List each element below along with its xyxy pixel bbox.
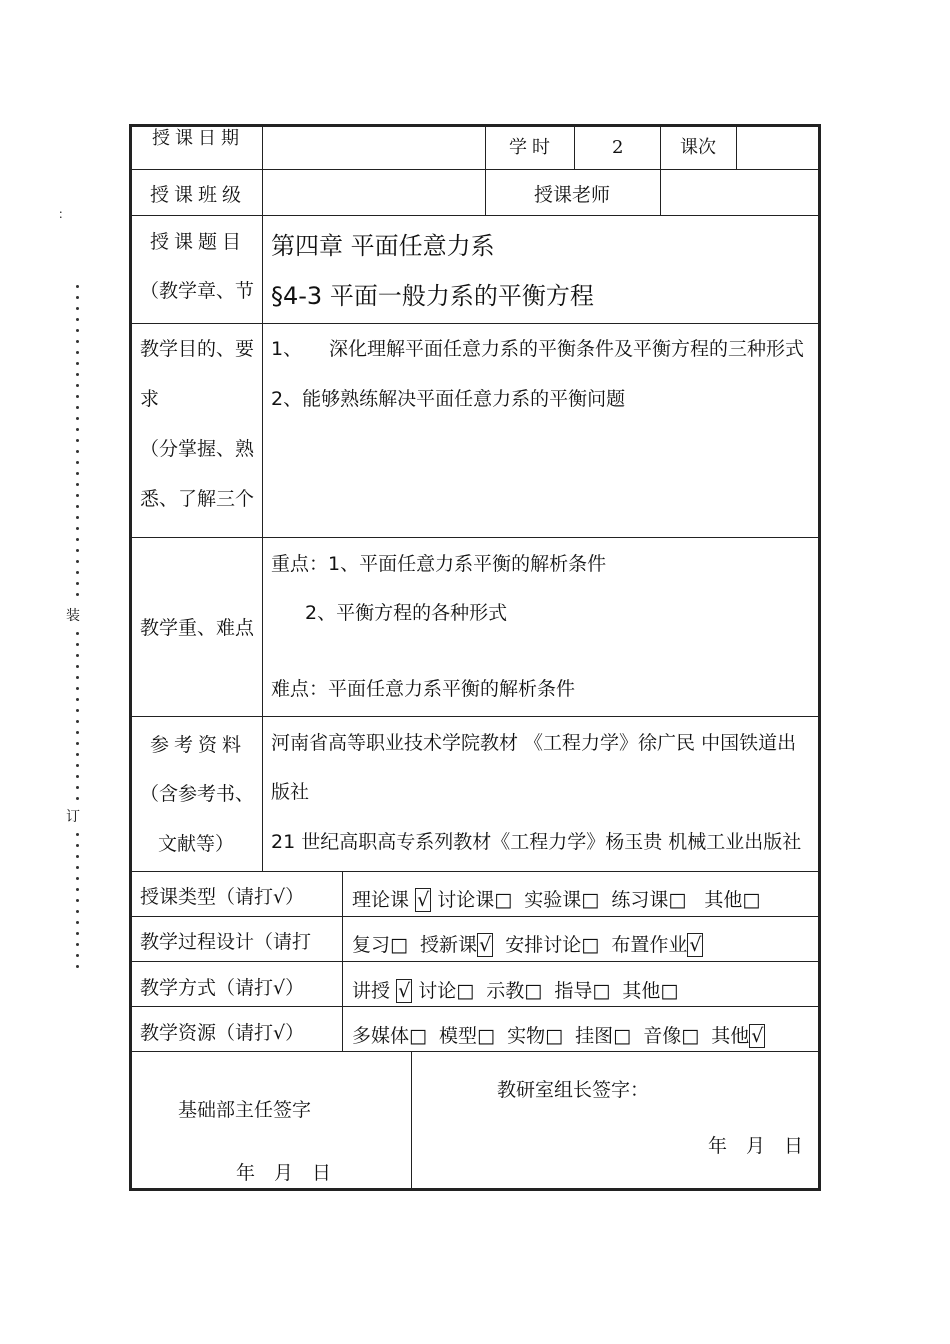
lesson-type-label: 授课类型（请打√） xyxy=(140,886,305,908)
references-label-line3: 文献等） xyxy=(158,833,235,855)
method-lecture: 讲授 xyxy=(352,980,391,1002)
resources-label: 教学资源（请打√） xyxy=(140,1022,305,1044)
process-review[interactable]: 复习□ xyxy=(352,934,408,956)
key-point-1: 重点：1、平面任意力系平衡的解析条件 xyxy=(271,553,607,575)
group-leader-signature-date: 年 月 日 xyxy=(708,1135,804,1157)
binding-dots-lower xyxy=(76,833,80,968)
group-leader-signature-label: 教研室组长签字： xyxy=(497,1079,650,1101)
teacher-label: 授课老师 xyxy=(534,184,611,206)
class-label: 授课班级 xyxy=(150,184,247,206)
process-homework: 布置作业 xyxy=(611,934,688,956)
key-points-label: 教学重、难点 xyxy=(140,617,255,639)
objectives-label-line4: 悉、了解三个 xyxy=(140,488,255,510)
process-discussion[interactable]: 安排讨论□ xyxy=(505,934,600,956)
topic-label-line1: 授课题目 xyxy=(150,231,247,253)
resource-multimedia[interactable]: 多媒体□ xyxy=(352,1025,427,1047)
references-label-line2: （含参考书、 xyxy=(140,783,255,805)
process-homework-checkbox[interactable]: √ xyxy=(689,934,702,956)
objectives-label-line1: 教学目的、要 xyxy=(140,338,255,360)
method-discussion[interactable]: 讨论□ xyxy=(418,980,475,1002)
difficult-point: 难点：平面任意力系平衡的解析条件 xyxy=(271,678,576,700)
lesson-type-exercise[interactable]: 练习课□ xyxy=(611,889,687,911)
date-label: 授课日期 xyxy=(152,128,244,149)
binding-dots-middle xyxy=(76,632,80,807)
method-other[interactable]: 其他□ xyxy=(622,980,679,1002)
lesson-type-theory: 理论课 xyxy=(352,889,410,911)
resources-options xyxy=(352,1021,765,1048)
method-demo[interactable]: 示教□ xyxy=(486,980,543,1002)
resource-model[interactable]: 模型□ xyxy=(439,1025,495,1047)
resource-av[interactable]: 音像□ xyxy=(643,1025,700,1047)
margin-mark: ： xyxy=(58,207,71,221)
hours-value[interactable]: 2 xyxy=(612,137,624,158)
reference-2: 21 世纪高职高专系列教材《工程力学》杨玉贵 机械工业出版社 xyxy=(271,831,802,853)
lesson-type-options xyxy=(352,885,760,912)
objective-2: 2、能够熟练解决平面任意力系的平衡问题 xyxy=(271,388,626,410)
lesson-type-theory-checkbox[interactable]: √ xyxy=(417,889,430,911)
key-point-2: 2、平衡方程的各种形式 xyxy=(305,602,508,624)
reference-1-cont: 版社 xyxy=(271,781,310,803)
resource-other: 其他 xyxy=(711,1025,750,1047)
binding-dots-upper xyxy=(76,285,80,605)
method-options xyxy=(352,976,678,1003)
topic-label-line2: （教学章、节 xyxy=(140,280,255,302)
method-lecture-checkbox[interactable]: √ xyxy=(398,980,411,1002)
objectives-label-line3: （分掌握、熟 xyxy=(140,438,255,460)
topic-chapter: 第四章 平面任意力系 xyxy=(271,232,495,260)
objectives-label-line2: 求 xyxy=(140,388,160,410)
process-new-lesson-checkbox[interactable]: √ xyxy=(479,934,492,956)
objective-1-text: 深化理解平面任意力系的平衡条件及平衡方程的三种形式 xyxy=(329,338,805,360)
lesson-type-other[interactable]: 其他□ xyxy=(704,889,761,911)
process-options xyxy=(352,930,703,957)
dept-head-signature-date: 年 月 日 xyxy=(236,1162,332,1184)
hours-label: 学时 xyxy=(509,137,555,158)
resource-wallchart[interactable]: 挂图□ xyxy=(575,1025,632,1047)
dept-head-signature-label: 基础部主任签字 xyxy=(178,1099,312,1121)
objective-1-number: 1、 xyxy=(271,338,303,360)
references-label-line1: 参考资料 xyxy=(150,734,247,756)
margin-ding: 订 xyxy=(66,809,80,825)
process-label: 教学过程设计（请打 xyxy=(140,931,312,953)
lesson-type-discussion[interactable]: 讨论课□ xyxy=(437,889,513,911)
resource-object[interactable]: 实物□ xyxy=(507,1025,564,1047)
resource-other-checkbox[interactable]: √ xyxy=(751,1025,764,1047)
method-guidance[interactable]: 指导□ xyxy=(554,980,611,1002)
reference-1: 河南省高等职业技术学院教材 《工程力学》徐广民 中国铁道出 xyxy=(271,732,797,754)
margin-zhuang: 装 xyxy=(66,608,80,624)
topic-section: §4-3 平面一般力系的平衡方程 xyxy=(271,282,594,310)
method-label: 教学方式（请打√） xyxy=(140,977,305,999)
process-new-lesson: 授新课 xyxy=(420,934,478,956)
lesson-type-lab[interactable]: 实验课□ xyxy=(524,889,600,911)
session-label: 课次 xyxy=(680,137,716,158)
